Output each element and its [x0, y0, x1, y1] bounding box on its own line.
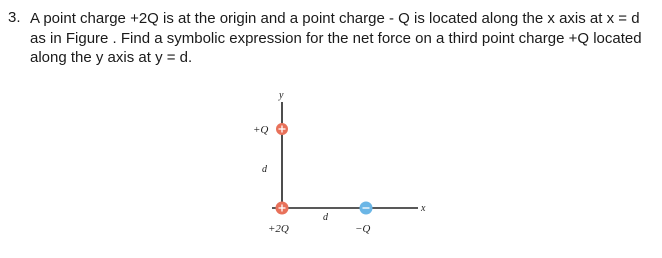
charge-origin-label: +2Q	[268, 223, 289, 235]
horizontal-distance-label: d	[323, 212, 328, 223]
question-text: A point charge +2Q is at the origin and a point charge - Q is located along the x axis at x = d as in Figure . Find a symbolic expression for the net force on a third point charge +Q located along the y axis at y = d.	[30, 10, 642, 66]
positive-charge-origin	[276, 202, 289, 215]
charge-right-label: −Q	[355, 223, 371, 235]
positive-charge-top	[276, 123, 288, 135]
question-number: 3.	[8, 9, 21, 26]
y-axis-label: y	[279, 90, 284, 101]
x-axis-label: x	[421, 203, 426, 214]
negative-charge-right	[360, 202, 373, 215]
charge-top-label: +Q	[253, 124, 269, 136]
charge-diagram	[230, 84, 450, 256]
charge-figure	[230, 84, 450, 256]
vertical-distance-label: d	[262, 164, 267, 175]
